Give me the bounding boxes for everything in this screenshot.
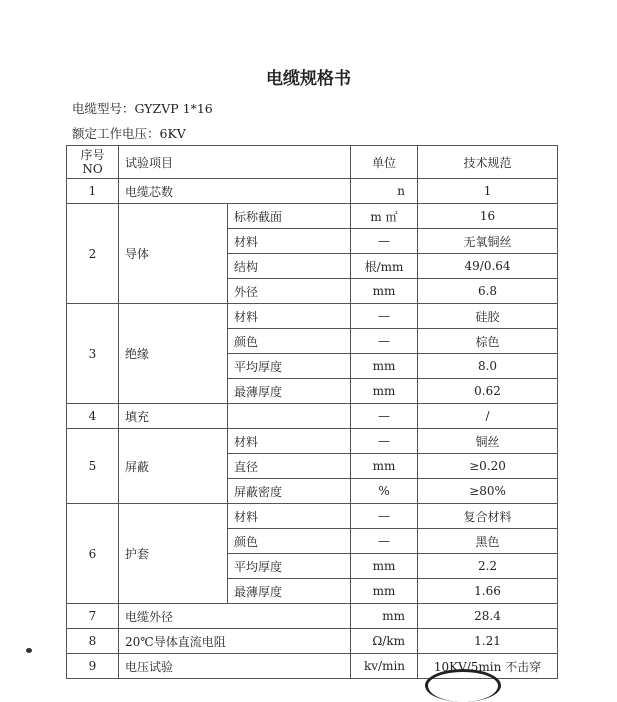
row-unit: mm — [351, 354, 418, 379]
sub-item: 外径 — [228, 279, 351, 304]
row-spec: 1 — [418, 179, 558, 204]
table-row — [67, 404, 558, 429]
row-unit: mm — [351, 379, 418, 404]
rated-voltage: 额定工作电压：6KV — [72, 126, 186, 141]
header-spec: 技术规范 — [418, 146, 558, 179]
row-spec: 1.21 — [418, 629, 558, 654]
row-unit: mm — [351, 554, 418, 579]
row-unit: n — [351, 179, 418, 204]
row-item: 导体 — [119, 204, 228, 304]
row-spec: 1.66 — [418, 579, 558, 604]
row-spec: 硅胶 — [418, 304, 558, 329]
row-item: 电缆芯数 — [119, 179, 351, 204]
row-no: 2 — [67, 204, 119, 304]
row-spec: 16 — [418, 204, 558, 229]
sub-item: 颜色 — [228, 329, 351, 354]
row-spec: 黑色 — [418, 529, 558, 554]
sub-item: 结构 — [228, 254, 351, 279]
table-row — [67, 429, 558, 454]
header-item: 试验项目 — [119, 146, 351, 179]
row-item: 护套 — [119, 504, 228, 604]
row-item: 电缆外径 — [119, 604, 351, 629]
row-unit: — — [351, 304, 418, 329]
row-unit: mm — [351, 604, 418, 629]
sub-item: 材料 — [228, 304, 351, 329]
row-no: 3 — [67, 304, 119, 404]
row-no: 9 — [67, 654, 119, 679]
sub-item: 颜色 — [228, 529, 351, 554]
sub-item: 平均厚度 — [228, 354, 351, 379]
row-unit: — — [351, 329, 418, 354]
row-no: 5 — [67, 429, 119, 504]
row-spec: ≥80% — [418, 479, 558, 504]
sub-item: 屏蔽密度 — [228, 479, 351, 504]
row-spec: 无氧铜丝 — [418, 229, 558, 254]
row-spec: ≥0.20 — [418, 454, 558, 479]
row-spec: 铜丝 — [418, 429, 558, 454]
table-row — [67, 179, 558, 204]
row-no: 8 — [67, 629, 119, 654]
row-spec: 49/0.64 — [418, 254, 558, 279]
row-spec: 6.8 — [418, 279, 558, 304]
table-row — [67, 504, 558, 529]
sub-item: 平均厚度 — [228, 554, 351, 579]
sub-item: 最薄厚度 — [228, 579, 351, 604]
row-no: 4 — [67, 404, 119, 429]
row-spec: 10KV/5min 不击穿 — [418, 654, 558, 679]
row-spec: 2.2 — [418, 554, 558, 579]
row-spec: 复合材料 — [418, 504, 558, 529]
header-unit: 单位 — [351, 146, 418, 179]
row-unit: — — [351, 229, 418, 254]
cable-model: 电缆型号：GYZVP 1*16 — [72, 101, 213, 116]
table-row — [67, 304, 558, 329]
sub-item: 材料 — [228, 429, 351, 454]
table-row — [67, 204, 558, 229]
row-unit: — — [351, 504, 418, 529]
sub-item: 直径 — [228, 454, 351, 479]
table-header — [67, 146, 558, 179]
row-unit: — — [351, 429, 418, 454]
row-no: 1 — [67, 179, 119, 204]
document-title: 电缆规格书 — [266, 69, 351, 89]
table-row — [67, 629, 558, 654]
row-unit: — — [351, 404, 418, 429]
sub-item: 材料 — [228, 229, 351, 254]
row-unit: mm — [351, 454, 418, 479]
row-item: 填充 — [119, 404, 228, 429]
row-unit: mm — [351, 579, 418, 604]
sub-item: 标称截面 — [228, 204, 351, 229]
row-unit: 根/mm — [351, 254, 418, 279]
row-unit: % — [351, 479, 418, 504]
row-unit: — — [351, 529, 418, 554]
row-spec: 8.0 — [418, 354, 558, 379]
row-item: 20℃导体直流电阻 — [119, 629, 351, 654]
sub-item — [228, 404, 351, 429]
row-unit: m ㎡ — [351, 204, 418, 229]
stamp-edge — [425, 669, 501, 702]
table-row — [67, 604, 558, 629]
row-no: 7 — [67, 604, 119, 629]
scan-mark — [26, 648, 32, 653]
row-spec: / — [418, 404, 558, 429]
row-spec: 0.62 — [418, 379, 558, 404]
header-no: 序号 NO — [67, 146, 119, 179]
row-spec: 28.4 — [418, 604, 558, 629]
sub-item: 材料 — [228, 504, 351, 529]
row-item: 绝缘 — [119, 304, 228, 404]
row-item: 屏蔽 — [119, 429, 228, 504]
sub-item: 最薄厚度 — [228, 379, 351, 404]
row-item: 电压试验 — [119, 654, 351, 679]
row-spec: 棕色 — [418, 329, 558, 354]
row-unit: mm — [351, 279, 418, 304]
spec-table — [66, 145, 558, 679]
row-unit: Ω/km — [351, 629, 418, 654]
row-no: 6 — [67, 504, 119, 604]
row-unit: kv/min — [351, 654, 418, 679]
